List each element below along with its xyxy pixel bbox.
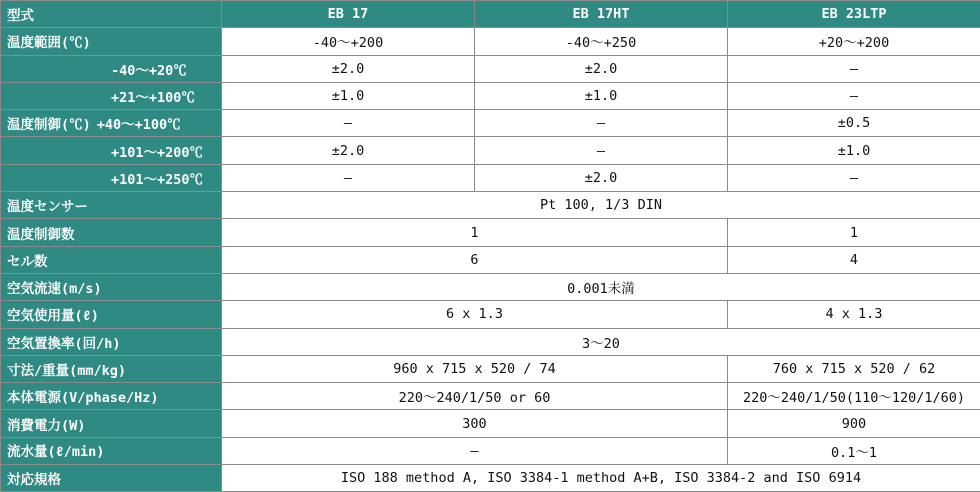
table-row (1, 273, 980, 300)
table-row (1, 355, 980, 382)
cell-value: -40～+250 (475, 28, 728, 55)
cell-value: 1 (222, 219, 728, 246)
cell-value: — (475, 137, 728, 164)
row-label-power-consumption: 消費電力(W) (1, 410, 222, 437)
cell-value: ±1.0 (728, 137, 980, 164)
table-row (1, 410, 980, 437)
row-label-subrange: +21～+100℃ (1, 82, 222, 109)
model-label-header: 型式 (1, 1, 222, 28)
cell-value: 3～20 (222, 328, 980, 355)
row-label-air-exchange: 空気置換率(回/h) (1, 328, 222, 355)
row-label-dimensions: 寸法/重量(mm/kg) (1, 355, 222, 382)
row-label-cell-count: セル数 (1, 246, 222, 273)
cell-value: — (728, 55, 980, 82)
cell-value: — (475, 110, 728, 137)
table-row (1, 246, 980, 273)
row-label-power-supply: 本体電源(V/phase/Hz) (1, 383, 222, 410)
table-row (1, 82, 980, 109)
cell-value: Pt 100, 1/3 DIN (222, 192, 980, 219)
row-label-standards: 対応規格 (1, 465, 222, 492)
table-row (1, 383, 980, 410)
cell-value: — (728, 164, 980, 191)
cell-value: 300 (222, 410, 728, 437)
table-header-row (1, 1, 980, 28)
cell-value: 6 x 1.3 (222, 301, 728, 328)
row-label-temp-range: 温度範囲(℃) (1, 28, 222, 55)
table-row (1, 437, 980, 464)
row-label-air-velocity: 空気流速(m/s) (1, 273, 222, 300)
cell-value: ±2.0 (222, 55, 475, 82)
cell-value: 0.001未満 (222, 273, 980, 300)
row-label-subrange: +101～+250℃ (1, 164, 222, 191)
table-row (1, 301, 980, 328)
cell-value: 4 (728, 246, 980, 273)
cell-value: 1 (728, 219, 980, 246)
table-row (1, 465, 980, 492)
model-header-eb23ltp: EB 23LTP (728, 1, 980, 28)
row-label-subrange: +40～+100℃ (96, 117, 181, 134)
cell-value: 0.1～1 (728, 437, 980, 464)
cell-value: ±2.0 (222, 137, 475, 164)
cell-value: ±2.0 (475, 55, 728, 82)
cell-value: +20～+200 (728, 28, 980, 55)
cell-value: ±1.0 (222, 82, 475, 109)
cell-value: ±0.5 (728, 110, 980, 137)
row-label-temp-sensor: 温度センサー (1, 192, 222, 219)
table-row (1, 110, 980, 137)
model-header-eb17: EB 17 (222, 1, 475, 28)
cell-value: — (728, 82, 980, 109)
cell-value: — (222, 437, 728, 464)
cell-value: — (222, 164, 475, 191)
cell-value: — (222, 110, 475, 137)
row-label-air-usage: 空気使用量(ℓ) (1, 301, 222, 328)
cell-value: -40～+200 (222, 28, 475, 55)
cell-value: 220～240/1/50(110～120/1/60) (728, 383, 980, 410)
table-row (1, 192, 980, 219)
cell-value: ISO 188 method A, ISO 3384-1 method A+B, ISO 3384-2 and ISO 6914 (222, 465, 980, 492)
cell-value: ±1.0 (475, 82, 728, 109)
cell-value: 4 x 1.3 (728, 301, 980, 328)
table-row (1, 164, 980, 191)
row-label-prefix: 温度制御(℃) (7, 117, 91, 134)
row-label-control-count: 温度制御数 (1, 219, 222, 246)
row-label-subrange: -40～+20℃ (1, 55, 222, 82)
row-label-subrange: +101～+200℃ (1, 137, 222, 164)
table-row (1, 328, 980, 355)
cell-value: 900 (728, 410, 980, 437)
cell-value: 220～240/1/50 or 60 (222, 383, 728, 410)
table-row (1, 219, 980, 246)
table-row (1, 137, 980, 164)
cell-value: 6 (222, 246, 728, 273)
table-row (1, 55, 980, 82)
model-header-eb17ht: EB 17HT (475, 1, 728, 28)
cell-value: 760 x 715 x 520 / 62 (728, 355, 980, 382)
cell-value: 960 x 715 x 520 / 74 (222, 355, 728, 382)
row-label-temp-control (1, 110, 222, 137)
table-row (1, 28, 980, 55)
cell-value: ±2.0 (475, 164, 728, 191)
row-label-water-flow: 流水量(ℓ/min) (1, 437, 222, 464)
